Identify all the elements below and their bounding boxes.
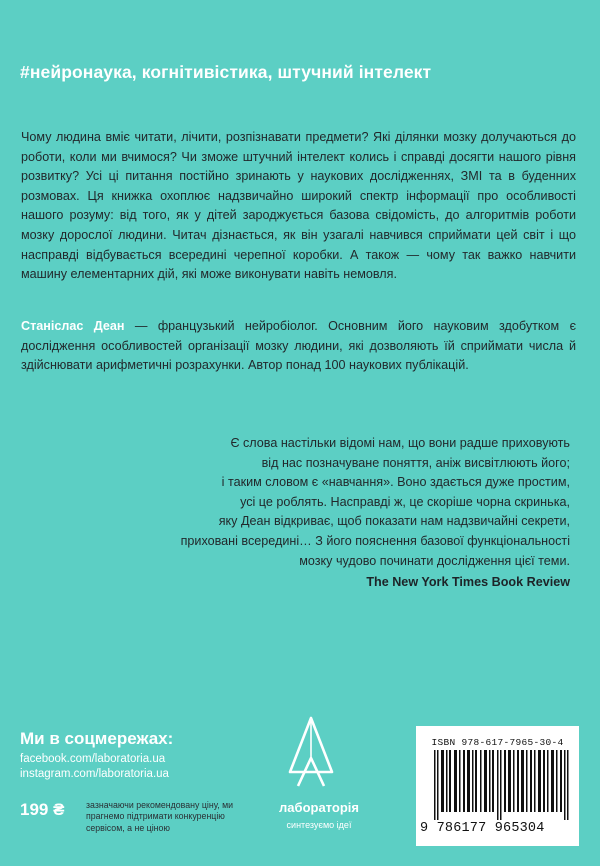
triangle-lambda-logo-icon	[287, 714, 335, 792]
quote-line: від нас позначуване поняття, аніж висвітлюють його;	[261, 455, 570, 470]
quote-line: мозку чудово починати дослідження цієї теми.	[299, 553, 570, 568]
hashtag-tagline: #нейронаука, когнітивістика, штучний інтелект	[20, 62, 432, 82]
author-name: Станіслас Деан	[21, 319, 125, 333]
review-quote	[150, 434, 570, 593]
book-description: Чому людина вміє читати, лічити, розпізнавати предмети? Які ділянки мозку долучаються до роботи, коли ми вчимося? Чи зможе штучний інтелект колись і справді досягти нашого рівня розвитку? Усі ці питання постійно зринають у наукових дослідженнях, ЗМІ та в буденних розмовах. Ця книжка охоплює надзвичайно широкий спектр інформації про особливості нашого розуму: від того, як у дітей зароджується базова свідомість, до алгоритмів роботи мозку дорослої людини. Читач дізнається, як він узагалі навчився сприймати цей світ і що насправді відбувається всередині черепної коробки. А також — чому так важко навчити машину елементарних дій, які може виконувати навіть немовля.	[21, 130, 576, 282]
price-value: 199 ₴	[20, 800, 65, 819]
isbn-text: ISBN 978-617-7965-30-4	[431, 737, 564, 748]
barcode-icon	[432, 750, 572, 820]
price-note: зазначаючи рекомендовану ціну, ми прагнемо підтримати конкуренцію сервісом, а не ціною	[86, 800, 234, 833]
quote-line: усі це роблять. Насправді ж, це скоріше чорна скринька,	[240, 494, 570, 509]
quote-line: і таким словом є «навчання». Воно здається дуже простим,	[221, 475, 570, 490]
author-bio-text: — французький нейробіолог. Основним його науковим здобутком є дослідження особливостей організації мозку людини, які дозволяють їй сприймати числа й здійснювати арифметичні розрахунки. Автор понад 100 наукових публікацій.	[21, 319, 577, 373]
social-heading: Ми в соцмережах:	[20, 729, 174, 748]
publisher-name: лабораторія	[279, 800, 359, 815]
quote-line: Є слова настільки відомі нам, що вони радше приховують	[230, 436, 570, 450]
barcode-digits: 9 786177 965304	[420, 821, 545, 836]
author-bio	[21, 317, 576, 376]
quote-line: приховані всередині… З його пояснення базової функціональності	[180, 533, 570, 548]
quote-source: The New York Times Book Review	[366, 575, 570, 590]
instagram-link[interactable]: instagram.com/laboratoria.ua	[20, 768, 169, 780]
publisher-slogan: синтезуємо ідеї	[286, 820, 352, 830]
barcode-panel	[416, 726, 579, 846]
quote-line: яку Деан відкриває, щоб показати нам надзвичайні секрети,	[218, 514, 570, 529]
facebook-link[interactable]: facebook.com/laboratoria.ua	[20, 753, 166, 765]
